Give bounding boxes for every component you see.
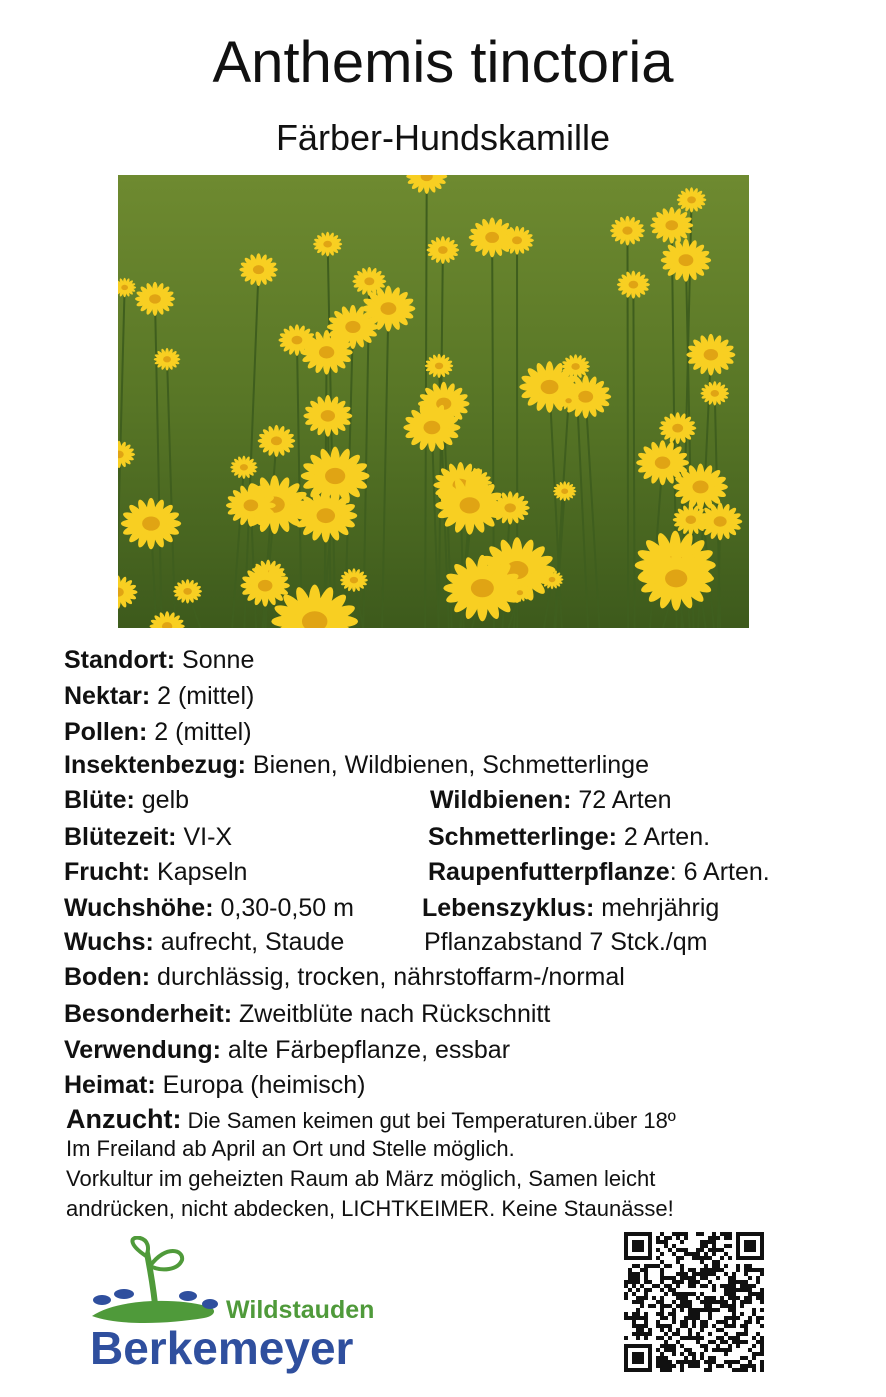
anzucht-line-3: Vorkultur im geheizten Raum ab März möglich, Samen leicht	[66, 1166, 656, 1191]
fact-insektenbezug: Insektenbezug: Bienen, Wildbienen, Schmetterlinge	[64, 751, 649, 779]
leaf-left-icon	[132, 1238, 148, 1256]
hill-icon	[92, 1301, 214, 1323]
fact-pollen: Pollen: 2 (mittel)	[64, 718, 252, 746]
fact-pflanzabstand: Pflanzabstand 7 Stck./qm	[424, 928, 708, 956]
anzucht-line-4: andrücken, nicht abdecken, LICHTKEIMER. Keine Staunässe!	[66, 1196, 674, 1221]
page-title: Anthemis tinctoria	[212, 30, 674, 95]
fact-verwendung: Verwendung: alte Färbepflanze, essbar	[64, 1036, 511, 1064]
fact-wuchshoehe: Wuchshöhe: 0,30-0,50 m	[64, 894, 354, 922]
fact-boden: Boden: durchlässig, trocken, nährstoffarm-/normal	[64, 963, 625, 991]
fact-lebenszyklus: Lebenszyklus: mehrjährig	[422, 894, 720, 922]
fact-bluetezeit: Blütezeit: VI-X	[64, 823, 233, 851]
page-subtitle: Färber-Hundskamille	[275, 117, 611, 158]
fact-besonderheit: Besonderheit: Zweitblüte nach Rückschnitt	[64, 1000, 551, 1028]
fact-nektar: Nektar: 2 (mittel)	[64, 682, 255, 710]
anzucht-line-1: Anzucht: Die Samen keimen gut bei Temperaturen.über 18º	[66, 1104, 676, 1134]
anzucht-line-2: Im Freiland ab April an Ort und Stelle möglich.	[66, 1136, 515, 1161]
qr-code-icon[interactable]	[624, 1232, 764, 1372]
fact-frucht: Frucht: Kapseln	[64, 858, 248, 886]
leaf-right-icon	[150, 1251, 182, 1269]
fact-bluete: Blüte: gelb	[64, 786, 190, 814]
logo-text-wildstauden: Wildstauden	[226, 1296, 375, 1324]
fact-standort: Standort: Sonne	[64, 646, 255, 674]
fact-wildbienen: Wildbienen: 72 Arten	[430, 786, 672, 814]
fact-schmetterlinge: Schmetterlinge: 2 Arten.	[428, 823, 711, 851]
berkemeyer-logo	[88, 1236, 408, 1376]
fact-wuchs: Wuchs: aufrecht, Staude	[64, 928, 345, 956]
logo-text-berkemeyer: Berkemeyer	[90, 1322, 354, 1374]
fact-raupenfutterpflanze: Raupenfutterpflanze: 6 Arten.	[428, 858, 770, 886]
fact-heimat: Heimat: Europa (heimisch)	[64, 1071, 366, 1099]
